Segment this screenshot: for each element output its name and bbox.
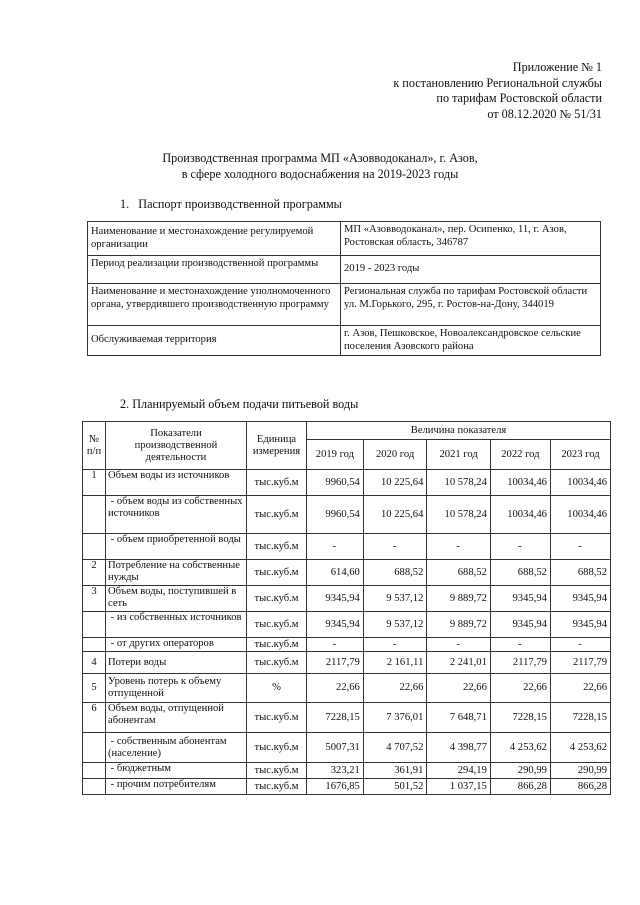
row-value: 1676,85 <box>307 779 364 795</box>
row-unit: тыс.куб.м <box>247 703 307 733</box>
row-name: - объем приобретенной воды <box>106 534 247 560</box>
row-name: Уровень потерь к объему отпущенной <box>106 674 247 703</box>
water-volume-table <box>82 421 611 795</box>
row-name: - из собственных источников <box>106 612 247 638</box>
passport-row <box>88 326 601 356</box>
row-value: 9345,94 <box>307 586 364 612</box>
row-value: - <box>363 638 427 652</box>
row-value: 9345,94 <box>550 586 610 612</box>
row-value: 10034,46 <box>550 496 610 534</box>
row-value: - <box>550 638 610 652</box>
row-value: 688,52 <box>427 560 491 586</box>
row-num <box>83 763 106 779</box>
row-value: 22,66 <box>363 674 427 703</box>
passport-value <box>341 284 601 326</box>
row-num <box>83 496 106 534</box>
table-row <box>83 638 611 652</box>
row-value: 10034,46 <box>490 470 550 496</box>
title-line: Производственная программа МП «Азовводоканал», г. Азов, <box>162 151 478 165</box>
row-value: 2117,79 <box>490 652 550 674</box>
header-num: № п/п <box>83 422 106 470</box>
row-value: - <box>490 534 550 560</box>
passport-table <box>87 221 601 356</box>
row-value: 22,66 <box>550 674 610 703</box>
row-unit: тыс.куб.м <box>247 612 307 638</box>
section-1-heading: 1. Паспорт производственной программы <box>120 197 342 211</box>
passport-key: Наименование и местонахождение уполномоченного органа, утвердившего производственную программу <box>88 284 341 326</box>
row-value: 9960,54 <box>307 496 364 534</box>
row-num: 3 <box>83 586 106 612</box>
document-title <box>0 150 640 182</box>
header-year: 2022 год <box>490 440 550 470</box>
row-value: 2 241,01 <box>427 652 491 674</box>
row-value: 688,52 <box>490 560 550 586</box>
header-indicator: Показатели производственной деятельности <box>106 422 247 470</box>
row-value: - <box>363 534 427 560</box>
row-value: - <box>490 638 550 652</box>
row-num: 1 <box>83 470 106 496</box>
row-name: Потребление на собственные нужды <box>106 560 247 586</box>
passport-value-line: Региональная служба по тарифам Ростовской области <box>344 286 588 297</box>
row-value: 5007,31 <box>307 733 364 763</box>
row-num <box>83 534 106 560</box>
row-value: 2117,79 <box>550 652 610 674</box>
table-row <box>83 470 611 496</box>
row-unit: тыс.куб.м <box>247 470 307 496</box>
row-value: 688,52 <box>363 560 427 586</box>
row-value: 1 037,15 <box>427 779 491 795</box>
row-value: 4 707,52 <box>363 733 427 763</box>
row-value: 866,28 <box>490 779 550 795</box>
row-unit: тыс.куб.м <box>247 733 307 763</box>
passport-value: МП «Азовводоканал», пер. Осипенко, 11, г. Азов, Ростовская область, 346787 <box>341 222 601 256</box>
appendix-line: от 08.12.2020 № 51/31 <box>487 106 602 121</box>
row-value: 2 161,11 <box>363 652 427 674</box>
row-value: 10034,46 <box>490 496 550 534</box>
row-value: 4 253,62 <box>550 733 610 763</box>
row-name: - прочим потребителям <box>106 779 247 795</box>
section-2-heading: 2. Планируемый объем подачи питьевой воды <box>120 397 359 411</box>
row-value: 361,91 <box>363 763 427 779</box>
appendix-line: Приложение № 1 <box>512 60 602 74</box>
passport-key: Обслуживаемая территория <box>88 326 341 356</box>
row-name: - объем воды из собственных источников <box>106 496 247 534</box>
row-value: 9345,94 <box>307 612 364 638</box>
table-row <box>83 652 611 674</box>
row-value: 9 537,12 <box>363 612 427 638</box>
row-value: 7 648,71 <box>427 703 491 733</box>
row-num: 4 <box>83 652 106 674</box>
header-unit: Единица измерения <box>247 422 307 470</box>
row-value: 866,28 <box>550 779 610 795</box>
passport-row <box>88 222 601 256</box>
header-year: 2020 год <box>363 440 427 470</box>
row-value: - <box>307 534 364 560</box>
appendix-line: по тарифам Ростовской области <box>436 91 602 106</box>
row-num <box>83 733 106 763</box>
row-name: - бюджетным <box>106 763 247 779</box>
appendix-block <box>302 60 602 122</box>
table-row <box>83 534 611 560</box>
row-unit: тыс.куб.м <box>247 763 307 779</box>
row-unit: тыс.куб.м <box>247 779 307 795</box>
row-value: 4 253,62 <box>490 733 550 763</box>
row-unit: тыс.куб.м <box>247 652 307 674</box>
row-value: 9345,94 <box>490 612 550 638</box>
row-value: 10 225,64 <box>363 470 427 496</box>
row-value: 7228,15 <box>490 703 550 733</box>
row-value: 614,60 <box>307 560 364 586</box>
row-value: - <box>427 534 491 560</box>
row-value: 688,52 <box>550 560 610 586</box>
row-value: 9 537,12 <box>363 586 427 612</box>
row-num: 5 <box>83 674 106 703</box>
row-value: 290,99 <box>550 763 610 779</box>
row-value: 9960,54 <box>307 470 364 496</box>
table-row <box>83 733 611 763</box>
title-line: в сфере холодного водоснабжения на 2019-2023 годы <box>181 167 459 181</box>
row-name: Потери воды <box>106 652 247 674</box>
row-num <box>83 779 106 795</box>
row-value: - <box>550 534 610 560</box>
row-name: Объем воды из источников <box>106 470 247 496</box>
row-name: Объем воды, поступившей в сеть <box>106 586 247 612</box>
row-value: 7228,15 <box>550 703 610 733</box>
table-row <box>83 703 611 733</box>
row-unit: тыс.куб.м <box>247 638 307 652</box>
row-num <box>83 638 106 652</box>
row-value: 7 376,01 <box>363 703 427 733</box>
row-num: 2 <box>83 560 106 586</box>
table-row <box>83 612 611 638</box>
row-unit: тыс.куб.м <box>247 560 307 586</box>
header-value-group: Величина показателя <box>307 422 611 440</box>
row-value: 9 889,72 <box>427 612 491 638</box>
table-row <box>83 763 611 779</box>
row-value: - <box>307 638 364 652</box>
passport-key: Период реализации производственной программы <box>88 256 341 284</box>
row-value: 2117,79 <box>307 652 364 674</box>
row-value: 22,66 <box>427 674 491 703</box>
row-value: - <box>427 638 491 652</box>
passport-value: г. Азов, Пешковское, Новоалександровское сельские поселения Азовского района <box>341 326 601 356</box>
row-value: 9345,94 <box>550 612 610 638</box>
row-value: 323,21 <box>307 763 364 779</box>
passport-value: 2019 - 2023 годы <box>341 256 601 284</box>
row-unit: тыс.куб.м <box>247 496 307 534</box>
appendix-line: к постановлению Региональной службы <box>393 75 602 90</box>
row-value: 22,66 <box>490 674 550 703</box>
row-num: 6 <box>83 703 106 733</box>
table-row <box>83 674 611 703</box>
header-year: 2019 год <box>307 440 364 470</box>
row-value: 4 398,77 <box>427 733 491 763</box>
row-value: 294,19 <box>427 763 491 779</box>
row-name: Объем воды, отпущенной абонентам <box>106 703 247 733</box>
row-value: 290,99 <box>490 763 550 779</box>
row-value: 10 578,24 <box>427 496 491 534</box>
row-value: 22,66 <box>307 674 364 703</box>
passport-row <box>88 256 601 284</box>
row-num <box>83 612 106 638</box>
row-value: 501,52 <box>363 779 427 795</box>
row-value: 10 225,64 <box>363 496 427 534</box>
row-value: 9345,94 <box>490 586 550 612</box>
passport-key: Наименование и местонахождение регулируемой организации <box>88 222 341 256</box>
row-name: - от других операторов <box>106 638 247 652</box>
passport-row <box>88 284 601 326</box>
row-unit: % <box>247 674 307 703</box>
header-year: 2021 год <box>427 440 491 470</box>
row-unit: тыс.куб.м <box>247 586 307 612</box>
table-row <box>83 586 611 612</box>
row-value: 10034,46 <box>550 470 610 496</box>
row-value: 10 578,24 <box>427 470 491 496</box>
header-year: 2023 год <box>550 440 610 470</box>
row-unit: тыс.куб.м <box>247 534 307 560</box>
table-row <box>83 779 611 795</box>
header-row <box>83 422 611 440</box>
row-value: 7228,15 <box>307 703 364 733</box>
table-row <box>83 496 611 534</box>
passport-value-line: ул. М.Горького, 295, г. Ростов-на-Дону, 344019 <box>344 298 554 310</box>
row-name: - собственным абонентам (население) <box>106 733 247 763</box>
row-value: 9 889,72 <box>427 586 491 612</box>
table-row <box>83 560 611 586</box>
